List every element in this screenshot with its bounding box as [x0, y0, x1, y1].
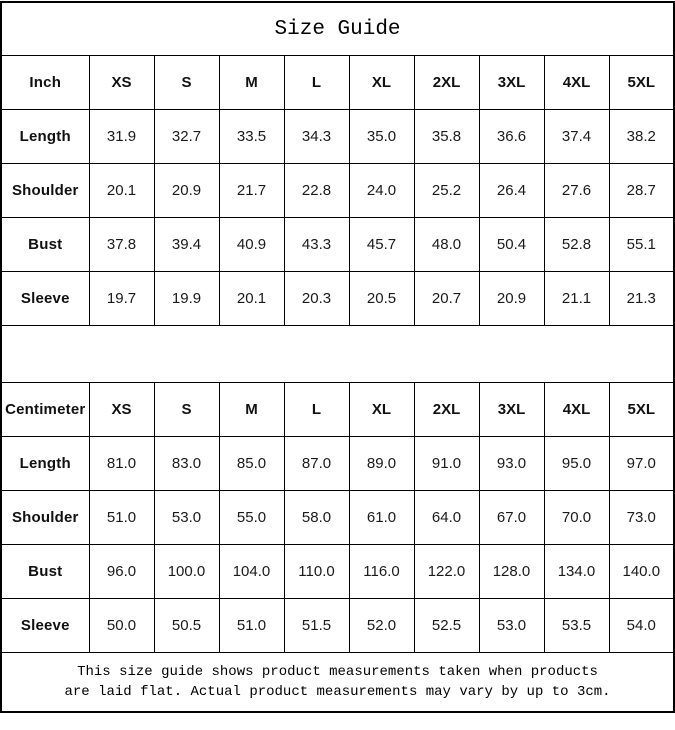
measurement-cell: 116.0	[349, 545, 414, 599]
centimeter-header-row	[1, 383, 674, 437]
size-guide-table	[0, 1, 675, 713]
measurement-cell: 51.0	[89, 491, 154, 545]
measurement-cell: 53.5	[544, 599, 609, 653]
measurement-cell: 55.0	[219, 491, 284, 545]
size-col-header: XS	[89, 56, 154, 110]
size-col-header: S	[154, 56, 219, 110]
measurement-cell: 32.7	[154, 110, 219, 164]
measurement-cell: 53.0	[479, 599, 544, 653]
measurement-cell: 38.2	[609, 110, 674, 164]
inch-header-row	[1, 56, 674, 110]
footer-note	[1, 653, 674, 713]
size-col-header: XL	[349, 56, 414, 110]
measurement-cell: 95.0	[544, 437, 609, 491]
size-col-header: M	[219, 383, 284, 437]
measurement-cell: 35.8	[414, 110, 479, 164]
measurement-cell: 39.4	[154, 218, 219, 272]
measurement-cell: 52.0	[349, 599, 414, 653]
measurement-cell: 110.0	[284, 545, 349, 599]
row-label: Shoulder	[1, 491, 89, 545]
measurement-cell: 20.5	[349, 272, 414, 326]
unit-label-inch: Inch	[1, 56, 89, 110]
measurement-cell: 27.6	[544, 164, 609, 218]
measurement-cell: 19.7	[89, 272, 154, 326]
measurement-cell: 34.3	[284, 110, 349, 164]
measurement-cell: 51.5	[284, 599, 349, 653]
measurement-cell: 26.4	[479, 164, 544, 218]
size-col-header: 5XL	[609, 56, 674, 110]
row-label: Length	[1, 437, 89, 491]
measurement-cell: 81.0	[89, 437, 154, 491]
measurement-cell: 48.0	[414, 218, 479, 272]
page-title: Size Guide	[1, 2, 674, 56]
measurement-cell: 93.0	[479, 437, 544, 491]
size-col-header: L	[284, 56, 349, 110]
measurement-cell: 20.3	[284, 272, 349, 326]
measurement-cell: 104.0	[219, 545, 284, 599]
size-col-header: XL	[349, 383, 414, 437]
measurement-cell: 52.5	[414, 599, 479, 653]
measurement-cell: 51.0	[219, 599, 284, 653]
measurement-cell: 91.0	[414, 437, 479, 491]
size-col-header: 2XL	[414, 56, 479, 110]
size-col-header: XS	[89, 383, 154, 437]
measurement-cell: 53.0	[154, 491, 219, 545]
measurement-cell: 24.0	[349, 164, 414, 218]
size-col-header: 5XL	[609, 383, 674, 437]
unit-label-centimeter: Centimeter	[1, 383, 89, 437]
measurement-cell: 89.0	[349, 437, 414, 491]
measurement-cell: 87.0	[284, 437, 349, 491]
footer-note-line1: This size guide shows product measurements taken when products	[77, 663, 598, 680]
measurement-cell: 31.9	[89, 110, 154, 164]
measurement-cell: 20.7	[414, 272, 479, 326]
measurement-cell: 67.0	[479, 491, 544, 545]
title-row	[1, 2, 674, 56]
measurement-cell: 83.0	[154, 437, 219, 491]
measurement-cell: 58.0	[284, 491, 349, 545]
footer-row	[1, 653, 674, 713]
measurement-cell: 140.0	[609, 545, 674, 599]
row-label: Shoulder	[1, 164, 89, 218]
measurement-cell: 52.8	[544, 218, 609, 272]
table-row-cm-sleeve	[1, 599, 674, 653]
measurement-cell: 97.0	[609, 437, 674, 491]
measurement-cell: 19.9	[154, 272, 219, 326]
measurement-cell: 96.0	[89, 545, 154, 599]
size-col-header: S	[154, 383, 219, 437]
measurement-cell: 73.0	[609, 491, 674, 545]
size-col-header: 3XL	[479, 56, 544, 110]
measurement-cell: 134.0	[544, 545, 609, 599]
size-col-header: L	[284, 383, 349, 437]
measurement-cell: 70.0	[544, 491, 609, 545]
measurement-cell: 33.5	[219, 110, 284, 164]
measurement-cell: 64.0	[414, 491, 479, 545]
table-row-cm-length	[1, 437, 674, 491]
measurement-cell: 61.0	[349, 491, 414, 545]
measurement-cell: 20.9	[479, 272, 544, 326]
measurement-cell: 21.3	[609, 272, 674, 326]
measurement-cell: 36.6	[479, 110, 544, 164]
measurement-cell: 20.1	[89, 164, 154, 218]
table-row-inch-length	[1, 110, 674, 164]
measurement-cell: 21.7	[219, 164, 284, 218]
size-col-header: 4XL	[544, 56, 609, 110]
table-row-inch-bust	[1, 218, 674, 272]
measurement-cell: 50.0	[89, 599, 154, 653]
table-spacer	[1, 326, 674, 383]
size-col-header: M	[219, 56, 284, 110]
size-col-header: 4XL	[544, 383, 609, 437]
measurement-cell: 20.9	[154, 164, 219, 218]
footer-note-line2: are laid flat. Actual product measurements may vary by up to 3cm.	[64, 684, 611, 700]
measurement-cell: 55.1	[609, 218, 674, 272]
measurement-cell: 37.8	[89, 218, 154, 272]
measurement-cell: 122.0	[414, 545, 479, 599]
measurement-cell: 37.4	[544, 110, 609, 164]
row-label: Bust	[1, 218, 89, 272]
measurement-cell: 45.7	[349, 218, 414, 272]
measurement-cell: 50.4	[479, 218, 544, 272]
row-label: Bust	[1, 545, 89, 599]
size-col-header: 2XL	[414, 383, 479, 437]
measurement-cell: 22.8	[284, 164, 349, 218]
measurement-cell: 21.1	[544, 272, 609, 326]
measurement-cell: 128.0	[479, 545, 544, 599]
measurement-cell: 43.3	[284, 218, 349, 272]
measurement-cell: 25.2	[414, 164, 479, 218]
table-row-cm-bust	[1, 545, 674, 599]
measurement-cell: 54.0	[609, 599, 674, 653]
measurement-cell: 100.0	[154, 545, 219, 599]
row-label: Sleeve	[1, 272, 89, 326]
row-label: Sleeve	[1, 599, 89, 653]
table-row-cm-shoulder	[1, 491, 674, 545]
row-label: Length	[1, 110, 89, 164]
measurement-cell: 85.0	[219, 437, 284, 491]
measurement-cell: 35.0	[349, 110, 414, 164]
table-row-inch-sleeve	[1, 272, 674, 326]
size-col-header: 3XL	[479, 383, 544, 437]
measurement-cell: 20.1	[219, 272, 284, 326]
measurement-cell: 40.9	[219, 218, 284, 272]
measurement-cell: 28.7	[609, 164, 674, 218]
measurement-cell: 50.5	[154, 599, 219, 653]
spacer-row	[1, 326, 674, 383]
table-row-inch-shoulder	[1, 164, 674, 218]
